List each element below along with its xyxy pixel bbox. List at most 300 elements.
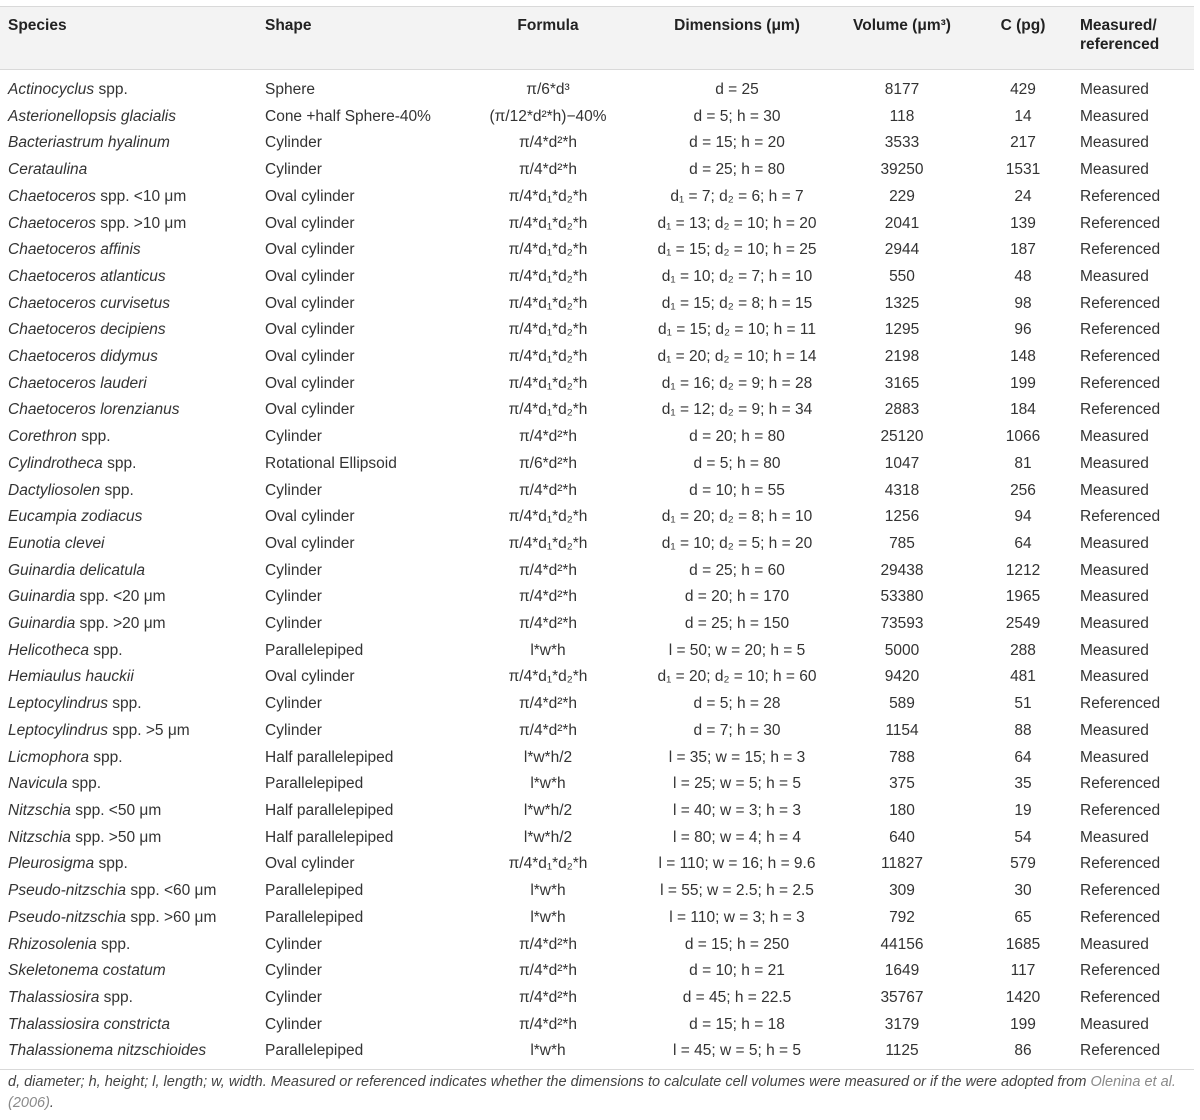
species-cell: [0, 104, 257, 131]
carbon-cell: 117: [1010, 962, 1036, 980]
dimensions-cell: l = 110; w = 16; h = 9.6: [658, 855, 816, 873]
carbon-cell: 88: [1014, 721, 1032, 739]
shape-cell: Parallelepiped: [265, 641, 364, 659]
species-name: Pseudo-nitzschia: [8, 908, 127, 926]
table-row: [0, 317, 1194, 344]
species-name: Rhizosolenia: [8, 935, 97, 953]
formula-cell: π/4*d²*h: [518, 721, 578, 739]
dimensions-cell: d = 25: [715, 81, 759, 98]
shape-cell: Oval cylinder: [265, 401, 355, 419]
table-row: [0, 584, 1194, 611]
carbon-cell: 1965: [1005, 588, 1041, 606]
dimensions-cell: l = 35; w = 15; h = 3: [668, 748, 806, 766]
formula-cell: l*w*h: [530, 641, 566, 659]
species-cell: [0, 584, 257, 611]
species-qualifier: spp.: [89, 641, 123, 659]
shape-cell: Cylinder: [265, 588, 322, 606]
status-cell: Referenced: [1080, 401, 1161, 419]
status-cell: Referenced: [1080, 374, 1161, 392]
formula-cell: π/4*d²*h: [518, 615, 578, 633]
table-row: [0, 371, 1194, 398]
carbon-cell: 51: [1014, 695, 1032, 713]
shape-cell: Oval cylinder: [265, 348, 355, 366]
species-cell: [0, 1038, 257, 1069]
volume-cell: 25120: [880, 428, 924, 446]
species-name: Leptocylindrus: [8, 721, 108, 739]
carbon-cell: 30: [1014, 882, 1032, 900]
carbon-cell: 2549: [1005, 615, 1041, 633]
species-cell: [0, 1012, 257, 1039]
table-row: [0, 958, 1194, 985]
formula-cell: π/4*d²*h: [518, 481, 578, 499]
status-cell: Referenced: [1080, 962, 1161, 980]
species-name: Skeletonema costatum: [8, 962, 166, 980]
status-cell: Measured: [1080, 134, 1149, 152]
shape-cell: Oval cylinder: [265, 321, 355, 339]
species-cell: [0, 237, 257, 264]
dimensions-cell: d = 15; h = 18: [689, 1015, 785, 1033]
formula-cell: π/4*d₁*d₂*h: [508, 401, 588, 419]
dimensions-cell: d = 20; h = 170: [684, 588, 790, 606]
formula-cell: π/4*d²*h: [518, 134, 578, 152]
formula-cell: π/4*d₁*d₂*h: [508, 267, 588, 285]
status-cell: Measured: [1080, 107, 1149, 125]
table-row: [0, 638, 1194, 665]
formula-cell: π/4*d²*h: [518, 561, 578, 579]
dimensions-cell: d₁ = 16; d₂ = 9; h = 28: [661, 374, 813, 392]
volume-cell: 118: [889, 107, 915, 125]
carbon-cell: 81: [1014, 454, 1032, 472]
formula-cell: l*w*h: [530, 882, 566, 900]
table-row: [0, 451, 1194, 478]
species-name: Leptocylindrus: [8, 695, 108, 713]
species-name: Thalassiosira: [8, 988, 100, 1006]
shape-cell: Oval cylinder: [265, 241, 355, 259]
dimensions-cell: d = 7; h = 30: [693, 721, 781, 739]
species-cell: [0, 451, 257, 478]
carbon-cell: 217: [1010, 134, 1036, 152]
dimensions-cell: l = 40; w = 3; h = 3: [673, 801, 801, 819]
carbon-cell: 187: [1010, 241, 1036, 259]
species-name: Bacteriastrum hyalinum: [8, 134, 170, 152]
status-cell: Referenced: [1080, 214, 1161, 232]
volume-cell: 11827: [881, 855, 923, 873]
table-row: [0, 397, 1194, 424]
species-name: Cylindrotheca: [8, 454, 103, 472]
formula-cell: π/4*d₁*d₂*h: [508, 534, 588, 552]
volume-cell: 550: [889, 267, 915, 285]
species-name: Hemiaulus hauckii: [8, 668, 134, 686]
shape-cell: Cylinder: [265, 695, 322, 713]
volume-cell: 640: [889, 828, 915, 846]
species-cell: [0, 611, 257, 638]
carbon-cell: 1420: [1005, 988, 1041, 1006]
table-row: [0, 1012, 1194, 1039]
status-cell: Measured: [1080, 641, 1149, 659]
carbon-cell: 256: [1010, 481, 1036, 499]
table-row: [0, 718, 1194, 745]
carbon-cell: 14: [1014, 107, 1032, 125]
formula-cell: π/4*d₁*d₂*h: [508, 294, 588, 312]
species-cell: [0, 317, 257, 344]
dimensions-cell: d₁ = 13; d₂ = 10; h = 20: [657, 214, 817, 232]
status-cell: Referenced: [1080, 508, 1161, 526]
species-cell: [0, 878, 257, 905]
volume-cell: 2883: [884, 401, 920, 419]
shape-cell: Oval cylinder: [265, 214, 355, 232]
carbon-cell: 64: [1014, 748, 1032, 766]
formula-cell: l*w*h: [530, 775, 566, 793]
species-name: Pseudo-nitzschia: [8, 882, 127, 900]
formula-cell: π/4*d²*h: [518, 161, 578, 179]
shape-cell: Cylinder: [265, 721, 322, 739]
dimensions-cell: d₁ = 7; d₂ = 6; h = 7: [670, 187, 804, 205]
carbon-cell: 148: [1010, 348, 1036, 366]
species-qualifier: spp. >10 μm: [95, 214, 187, 232]
formula-cell: π/4*d₁*d₂*h: [508, 321, 588, 339]
volume-cell: 44156: [880, 935, 924, 953]
dimensions-cell: d₁ = 12; d₂ = 9; h = 34: [661, 401, 813, 419]
status-cell: Referenced: [1080, 241, 1161, 259]
species-name: Asterionellopsis glacialis: [8, 107, 176, 125]
volume-cell: 229: [889, 187, 915, 205]
shape-cell: Oval cylinder: [265, 508, 355, 526]
species-name: Chaetoceros atlanticus: [8, 267, 166, 285]
species-name: Chaetoceros: [8, 187, 96, 205]
species-cell: [0, 825, 257, 852]
volume-cell: 1295: [884, 321, 920, 339]
volume-cell: 180: [889, 801, 915, 819]
dimensions-cell: d₁ = 10; d₂ = 5; h = 20: [661, 534, 813, 552]
species-cell: [0, 664, 257, 691]
species-cell: [0, 985, 257, 1012]
species-qualifier: spp. >60 μm: [126, 908, 217, 926]
status-cell: Referenced: [1080, 908, 1161, 926]
formula-cell: l*w*h/2: [523, 748, 573, 766]
species-name: Helicotheca: [8, 641, 89, 659]
volume-cell: 1047: [884, 454, 920, 472]
volume-cell: 1649: [884, 962, 920, 980]
status-cell: Measured: [1080, 668, 1149, 686]
formula-cell: π/4*d₁*d₂*h: [508, 855, 588, 873]
status-cell: Measured: [1080, 481, 1149, 499]
dimensions-cell: d₁ = 15; d₂ = 10; h = 25: [657, 241, 817, 259]
table-row: [0, 211, 1194, 238]
formula-cell: π/4*d²*h: [518, 695, 578, 713]
dimensions-cell: l = 50; w = 20; h = 5: [668, 641, 806, 659]
volume-cell: 73593: [880, 615, 924, 633]
formula-cell: π/4*d₁*d₂*h: [508, 187, 588, 205]
volume-cell: 2198: [884, 348, 920, 366]
status-cell: Measured: [1080, 428, 1149, 446]
table-row: [0, 184, 1194, 211]
table-row: [0, 878, 1194, 905]
shape-cell: Cylinder: [265, 134, 322, 152]
species-cell: [0, 184, 257, 211]
species-cell: [0, 851, 257, 878]
shape-cell: Oval cylinder: [265, 855, 355, 873]
status-cell: Measured: [1080, 534, 1149, 552]
species-qualifier: spp.: [102, 454, 137, 472]
shape-cell: Parallelepiped: [257, 1038, 452, 1069]
status-cell: Measured: [1080, 748, 1149, 766]
status-cell: Measured: [1080, 1015, 1149, 1033]
status-cell: Referenced: [1080, 775, 1161, 793]
species-qualifier: spp. >50 μm: [70, 828, 162, 846]
formula-cell: (π/12*d²*h)−40%: [489, 107, 607, 125]
table-row: [0, 825, 1194, 852]
formula-cell: π/4*d₁*d₂*h: [508, 241, 588, 259]
table-row: [0, 745, 1194, 772]
dimensions-cell: d = 5; h = 28: [693, 695, 781, 713]
status-cell: Referenced: [1080, 294, 1161, 312]
volume-cell: 3533: [884, 134, 920, 152]
header-dimensions: Dimensions (μm): [642, 7, 830, 70]
dimensions-cell: l = 45; w = 5; h = 5: [642, 1038, 830, 1069]
species-qualifier: spp.: [94, 81, 128, 98]
carbon-cell: 1066: [1005, 428, 1041, 446]
species-name: Thalassionema nitzschioides: [8, 1042, 207, 1060]
volume-cell: 3179: [884, 1015, 920, 1033]
status-cell: Referenced: [1080, 321, 1161, 339]
formula-cell: π/4*d²*h: [518, 962, 578, 980]
species-name: Chaetoceros affinis: [8, 241, 141, 259]
shape-cell: Rotational Ellipsoid: [265, 454, 397, 472]
formula-cell: π/4*d₁*d₂*h: [508, 374, 588, 392]
status-cell: Referenced: [1080, 695, 1161, 713]
dimensions-cell: d₁ = 15; d₂ = 10; h = 11: [658, 321, 816, 339]
formula-cell: π/6*d³: [526, 81, 570, 98]
formula-cell: π/4*d₁*d₂*h: [508, 508, 588, 526]
species-cell: [0, 558, 257, 585]
volume-cell: 2041: [884, 214, 920, 232]
species-qualifier: spp.: [94, 855, 128, 873]
species-name: Pleurosigma: [8, 855, 95, 873]
table-row: [0, 932, 1194, 959]
table-footnote: [8, 1072, 1194, 1114]
dimensions-cell: l = 25; w = 5; h = 5: [673, 775, 801, 793]
dimensions-cell: d₁ = 20; d₂ = 10; h = 14: [657, 348, 817, 366]
table-row: [0, 558, 1194, 585]
table-row: [0, 478, 1194, 505]
table-row: [0, 264, 1194, 291]
table-row: [0, 905, 1194, 932]
carbon-cell: 288: [1010, 641, 1036, 659]
species-qualifier: spp. >5 μm: [107, 721, 190, 739]
status-cell: Referenced: [1080, 988, 1161, 1006]
table-row: [0, 104, 1194, 131]
carbon-cell: 96: [1014, 321, 1032, 339]
header-measured-referenced: Measured/ referenced: [1072, 7, 1194, 70]
header-carbon: C (pg): [972, 7, 1072, 70]
species-cell: [0, 424, 257, 451]
shape-cell: Oval cylinder: [265, 534, 355, 552]
shape-cell: Oval cylinder: [265, 668, 355, 686]
table-row: [0, 157, 1194, 184]
shape-cell: Cylinder: [265, 988, 322, 1006]
status-cell: Measured: [1080, 615, 1149, 633]
species-name: Actinocyclus: [8, 81, 95, 98]
carbon-cell: 19: [1014, 801, 1032, 819]
shape-cell: Cone +half Sphere-40%: [265, 107, 431, 125]
table-row: [0, 531, 1194, 558]
species-cell: [0, 344, 257, 371]
dimensions-cell: d = 25; h = 60: [689, 561, 785, 579]
dimensions-cell: d = 15; h = 250: [684, 935, 790, 953]
volume-cell: 1256: [884, 508, 920, 526]
table-row: [0, 344, 1194, 371]
formula-cell: π/4*d₁*d₂*h: [508, 214, 588, 232]
dimensions-cell: d = 15; h = 20: [689, 134, 785, 152]
formula-cell: π/4*d²*h: [518, 588, 578, 606]
carbon-cell: 54: [1014, 828, 1032, 846]
volume-cell: 35767: [880, 988, 924, 1006]
species-qualifier: spp.: [100, 481, 134, 499]
dimensions-cell: d₁ = 20; d₂ = 10; h = 60: [657, 668, 817, 686]
dimensions-cell: d₁ = 15; d₂ = 8; h = 15: [661, 294, 813, 312]
dimensions-cell: l = 80; w = 4; h = 4: [673, 828, 801, 846]
status-cell: Referenced: [1080, 801, 1161, 819]
dimensions-cell: d = 5; h = 30: [693, 107, 781, 125]
dimensions-cell: d = 25; h = 80: [689, 161, 785, 179]
footnote-text: d, diameter; h, height; l, length; w, width. Measured or referenced indicates whether the dimensions to calculate cell volumes were measured or if the were adopted from: [8, 1074, 1091, 1090]
species-name: Nitzschia: [8, 801, 71, 819]
dimensions-cell: d₁ = 10; d₂ = 7; h = 10: [661, 267, 813, 285]
status-cell: Referenced: [1080, 855, 1161, 873]
carbon-cell: 24: [1014, 187, 1032, 205]
table-row: [0, 504, 1194, 531]
dimensions-cell: d₁ = 20; d₂ = 8; h = 10: [661, 508, 813, 526]
volume-cell: 8177: [884, 81, 920, 98]
species-qualifier: spp. <20 μm: [75, 588, 166, 606]
species-name: Guinardia: [8, 588, 76, 606]
formula-cell: π/4*d²*h: [518, 935, 578, 953]
species-cell: [0, 958, 257, 985]
carbon-cell: 35: [1014, 775, 1032, 793]
species-cell: [0, 932, 257, 959]
dimensions-cell: l = 110; w = 3; h = 3: [669, 908, 805, 926]
species-qualifier: spp. >20 μm: [75, 615, 166, 633]
species-qualifier: spp.: [96, 935, 131, 953]
volume-cell: 9420: [884, 668, 920, 686]
species-cell: [0, 130, 257, 157]
species-cell: [0, 397, 257, 424]
table-row: [0, 237, 1194, 264]
carbon-cell: 94: [1014, 508, 1032, 526]
formula-cell: l*w*h: [452, 1038, 642, 1069]
shape-cell: Parallelepiped: [265, 775, 364, 793]
volume-cell: 1125: [830, 1038, 972, 1069]
carbon-cell: 199: [1010, 374, 1036, 392]
dimensions-cell: d = 45; h = 22.5: [682, 988, 792, 1006]
species-cell: [0, 157, 257, 184]
status-cell: Referenced: [1080, 348, 1161, 366]
footnote-end: .: [49, 1095, 54, 1111]
dimensions-cell: d = 10; h = 55: [689, 481, 785, 499]
status-cell: Measured: [1080, 721, 1149, 739]
carbon-cell: 199: [1010, 1015, 1036, 1033]
species-qualifier: spp. <50 μm: [70, 801, 162, 819]
shape-cell: Cylinder: [265, 161, 322, 179]
species-qualifier: spp.: [89, 748, 123, 766]
dimensions-cell: d = 5; h = 80: [693, 454, 781, 472]
carbon-cell: 1685: [1005, 935, 1041, 953]
species-cell: [0, 291, 257, 318]
shape-cell: Half parallelepiped: [265, 748, 394, 766]
volume-cell: 589: [889, 695, 915, 713]
species-cell: [0, 478, 257, 505]
status-cell: Referenced: [1080, 187, 1161, 205]
dimensions-cell: d = 10; h = 21: [689, 962, 785, 980]
species-name: Guinardia: [8, 615, 76, 633]
species-cell: [0, 718, 257, 745]
shape-cell: Sphere: [265, 81, 315, 98]
formula-cell: π/6*d²*h: [518, 454, 578, 472]
table-row: [0, 798, 1194, 825]
shape-cell: Oval cylinder: [265, 374, 355, 392]
table-row: [0, 130, 1194, 157]
formula-cell: π/4*d₁*d₂*h: [508, 668, 588, 686]
species-name: Nitzschia: [8, 828, 71, 846]
status-cell: Measured: [1080, 935, 1149, 953]
header-shape: Shape: [257, 7, 452, 70]
status-cell: Measured: [1080, 267, 1149, 285]
status-cell: Referenced: [1080, 882, 1161, 900]
carbon-cell: 139: [1010, 214, 1036, 232]
status-cell: Measured: [1080, 81, 1149, 98]
carbon-cell: 429: [1010, 81, 1036, 98]
header-species: Species: [0, 7, 257, 70]
shape-cell: Half parallelepiped: [265, 828, 394, 846]
shape-cell: Cylinder: [265, 561, 322, 579]
carbon-cell: 48: [1014, 267, 1032, 285]
carbon-cell: 1212: [1005, 561, 1041, 579]
volume-cell: 53380: [880, 588, 924, 606]
formula-cell: π/4*d²*h: [518, 1015, 578, 1033]
header-volume: Volume (μm³): [830, 7, 972, 70]
shape-cell: Parallelepiped: [265, 908, 364, 926]
volume-cell: 39250: [880, 161, 924, 179]
species-name: Chaetoceros didymus: [8, 348, 158, 366]
species-cell: [0, 905, 257, 932]
shape-cell: Cylinder: [265, 615, 322, 633]
species-cell: [0, 211, 257, 238]
volume-cell: 785: [889, 534, 915, 552]
species-name: Chaetoceros lorenzianus: [8, 401, 180, 419]
formula-cell: π/4*d²*h: [518, 428, 578, 446]
table-row: [0, 691, 1194, 718]
dimensions-cell: d = 25; h = 150: [684, 615, 790, 633]
species-cell: [0, 70, 257, 104]
volume-cell: 792: [889, 908, 915, 926]
formula-cell: l*w*h: [530, 908, 566, 926]
species-cell: [0, 264, 257, 291]
header-formula: Formula: [452, 7, 642, 70]
volume-cell: 375: [889, 775, 915, 793]
table-row: [0, 70, 1194, 104]
volume-cell: 1325: [884, 294, 920, 312]
species-cell: [0, 745, 257, 772]
status-cell: Measured: [1080, 161, 1149, 179]
volume-cell: 5000: [884, 641, 920, 659]
species-cell: [0, 691, 257, 718]
species-qualifier: spp. <60 μm: [126, 882, 217, 900]
table-row: [0, 291, 1194, 318]
species-qualifier: spp.: [107, 695, 142, 713]
status-cell: Measured: [1080, 588, 1149, 606]
species-volume-table: [0, 6, 1194, 1070]
table-body: [0, 70, 1194, 1070]
